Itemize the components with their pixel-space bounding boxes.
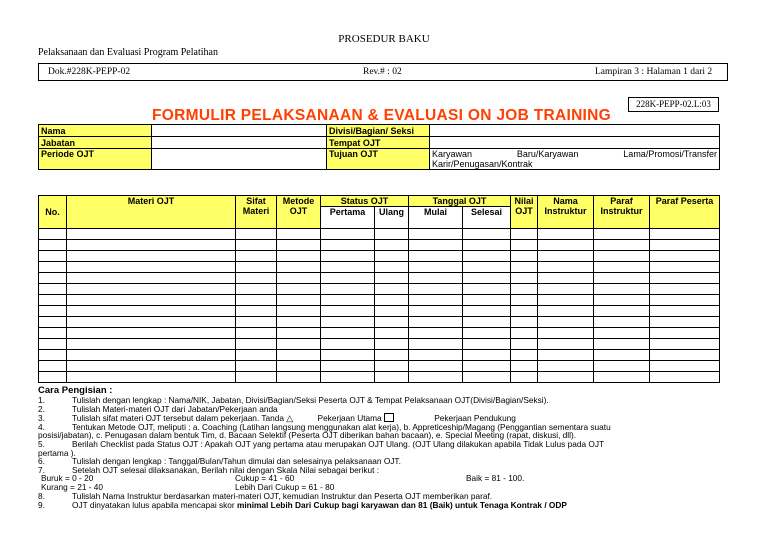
instruction-3-pendukung: Pekerjaan Pendukung bbox=[434, 413, 516, 424]
table-cell[interactable] bbox=[236, 306, 277, 317]
table-cell[interactable] bbox=[650, 317, 720, 328]
table-cell[interactable] bbox=[511, 317, 538, 328]
instruction-3: Tulislah sifat materi OJT tersebut dalam pekerjaan. Tanda bbox=[72, 413, 284, 424]
table-cell[interactable] bbox=[409, 339, 463, 350]
scale-buruk: Buruk = 0 - 20 bbox=[41, 473, 94, 484]
table-cell[interactable] bbox=[67, 251, 236, 262]
table-cell[interactable] bbox=[594, 350, 650, 361]
table-cell[interactable] bbox=[511, 262, 538, 273]
form-code: 228K-PEPP-02.L:03 bbox=[628, 97, 719, 112]
ojt-table bbox=[38, 195, 720, 383]
table-cell[interactable] bbox=[277, 317, 321, 328]
table-cell[interactable] bbox=[67, 240, 236, 251]
table-cell[interactable] bbox=[321, 284, 375, 295]
table-cell[interactable] bbox=[67, 229, 236, 240]
table-cell[interactable] bbox=[463, 339, 511, 350]
table-cell[interactable] bbox=[650, 339, 720, 350]
table-cell[interactable] bbox=[409, 306, 463, 317]
table-row bbox=[39, 273, 720, 284]
table-cell[interactable] bbox=[39, 229, 67, 240]
instruction-8: Tulislah Nama Instruktur berdasarkan materi-materi OJT, kemudian Instruktur dan Peserta OJT memberikan paraf. bbox=[72, 491, 493, 502]
table-cell[interactable] bbox=[375, 306, 409, 317]
table-cell[interactable] bbox=[409, 295, 463, 306]
table-cell[interactable] bbox=[594, 284, 650, 295]
table-cell[interactable] bbox=[511, 295, 538, 306]
info-table bbox=[38, 124, 720, 170]
table-cell[interactable] bbox=[39, 295, 67, 306]
table-cell[interactable] bbox=[375, 372, 409, 383]
scale-ldc: Lebih Dari Cukup = 61 - 80 bbox=[235, 482, 335, 493]
table-cell[interactable] bbox=[463, 295, 511, 306]
table-cell[interactable] bbox=[67, 372, 236, 383]
table-cell[interactable] bbox=[39, 284, 67, 295]
table-cell[interactable] bbox=[650, 295, 720, 306]
table-cell[interactable] bbox=[67, 273, 236, 284]
table-cell[interactable] bbox=[511, 361, 538, 372]
table-cell[interactable] bbox=[67, 328, 236, 339]
label-jabatan: Jabatan bbox=[39, 137, 152, 149]
table-cell[interactable] bbox=[409, 273, 463, 284]
table-cell[interactable] bbox=[39, 350, 67, 361]
table-cell[interactable] bbox=[321, 372, 375, 383]
table-cell[interactable] bbox=[463, 229, 511, 240]
col-paraf-instruktur: Paraf Instruktur bbox=[594, 196, 650, 229]
table-cell[interactable] bbox=[277, 361, 321, 372]
form-title: FORMULIR PELAKSANAAN & EVALUASI ON JOB TRAINING bbox=[152, 107, 612, 124]
label-tujuan: Tujuan OJT bbox=[327, 149, 430, 170]
table-cell[interactable] bbox=[409, 317, 463, 328]
table-cell[interactable] bbox=[321, 361, 375, 372]
table-cell[interactable] bbox=[511, 350, 538, 361]
table-cell[interactable] bbox=[409, 284, 463, 295]
table-cell[interactable] bbox=[236, 339, 277, 350]
table-cell[interactable] bbox=[39, 339, 67, 350]
field-jabatan[interactable] bbox=[152, 137, 327, 149]
table-cell[interactable] bbox=[236, 240, 277, 251]
table-row bbox=[39, 306, 720, 317]
table-cell[interactable] bbox=[321, 262, 375, 273]
field-periode[interactable] bbox=[152, 149, 327, 170]
triangle-icon: △ bbox=[286, 413, 294, 424]
table-cell[interactable] bbox=[594, 229, 650, 240]
table-cell[interactable] bbox=[463, 273, 511, 284]
scale-cukup: Cukup = 41 - 60 bbox=[235, 473, 295, 484]
table-row bbox=[39, 251, 720, 262]
instructions bbox=[38, 386, 730, 510]
table-cell[interactable] bbox=[236, 372, 277, 383]
table-row bbox=[39, 361, 720, 372]
table-cell[interactable] bbox=[39, 251, 67, 262]
table-cell[interactable] bbox=[321, 306, 375, 317]
table-cell[interactable] bbox=[277, 284, 321, 295]
field-divisi[interactable] bbox=[430, 125, 720, 137]
col-no: No. bbox=[39, 196, 67, 229]
table-cell[interactable] bbox=[236, 251, 277, 262]
table-cell[interactable] bbox=[409, 251, 463, 262]
col-ulang: Ulang bbox=[375, 207, 409, 229]
instruction-3-utama: Pekerjaan Utama bbox=[317, 413, 382, 424]
table-cell[interactable] bbox=[538, 251, 594, 262]
table-cell[interactable] bbox=[463, 251, 511, 262]
table-cell[interactable] bbox=[650, 273, 720, 284]
list-number: 2. bbox=[38, 403, 45, 414]
table-cell[interactable] bbox=[321, 273, 375, 284]
col-sifat: Sifat Materi bbox=[236, 196, 277, 229]
instruction-2: Tulislah Materi-materi OJT dari Jabatan/Pekerjaan anda bbox=[72, 403, 278, 414]
instructions-heading: Cara Pengisian : bbox=[38, 385, 113, 396]
table-cell[interactable] bbox=[511, 372, 538, 383]
table-cell[interactable] bbox=[321, 295, 375, 306]
table-cell[interactable] bbox=[236, 262, 277, 273]
instruction-5-cont: pertama ). bbox=[38, 447, 76, 458]
table-cell[interactable] bbox=[538, 339, 594, 350]
table-cell[interactable] bbox=[236, 350, 277, 361]
col-nama-instruktur: Nama Instruktur bbox=[538, 196, 594, 229]
table-cell[interactable] bbox=[321, 317, 375, 328]
table-cell[interactable] bbox=[594, 317, 650, 328]
list-number: 7. bbox=[38, 464, 45, 475]
table-cell[interactable] bbox=[375, 262, 409, 273]
table-cell[interactable] bbox=[375, 361, 409, 372]
table-cell[interactable] bbox=[538, 262, 594, 273]
list-number: 8. bbox=[38, 491, 45, 502]
col-materi: Materi OJT bbox=[67, 196, 236, 229]
table-cell[interactable] bbox=[39, 372, 67, 383]
field-tempat[interactable] bbox=[430, 137, 720, 149]
table-cell[interactable] bbox=[409, 361, 463, 372]
table-cell[interactable] bbox=[594, 240, 650, 251]
instruction-9: OJT dinyatakan lulus apabila mencapai skor bbox=[72, 499, 235, 510]
table-cell[interactable] bbox=[236, 284, 277, 295]
table-cell[interactable] bbox=[277, 372, 321, 383]
table-cell[interactable] bbox=[375, 229, 409, 240]
list-number: 9. bbox=[38, 499, 45, 510]
table-cell[interactable] bbox=[650, 361, 720, 372]
list-number: 5. bbox=[38, 438, 45, 449]
table-cell[interactable] bbox=[277, 339, 321, 350]
table-cell[interactable] bbox=[511, 240, 538, 251]
col-status: Status OJT bbox=[321, 196, 409, 207]
document-subtitle: Pelaksanaan dan Evaluasi Program Pelatihan bbox=[38, 47, 218, 58]
table-cell[interactable] bbox=[67, 284, 236, 295]
col-tanggal: Tanggal OJT bbox=[409, 196, 511, 207]
col-paraf-peserta: Paraf Peserta bbox=[650, 196, 720, 229]
table-cell[interactable] bbox=[236, 317, 277, 328]
table-cell[interactable] bbox=[538, 273, 594, 284]
table-cell[interactable] bbox=[409, 372, 463, 383]
label-nama: Nama bbox=[39, 125, 152, 137]
table-cell[interactable] bbox=[39, 328, 67, 339]
table-cell[interactable] bbox=[321, 350, 375, 361]
table-cell[interactable] bbox=[650, 372, 720, 383]
table-cell[interactable] bbox=[538, 229, 594, 240]
table-cell[interactable] bbox=[39, 306, 67, 317]
table-cell[interactable] bbox=[650, 229, 720, 240]
table-cell[interactable] bbox=[594, 262, 650, 273]
table-row bbox=[39, 284, 720, 295]
table-cell[interactable] bbox=[463, 306, 511, 317]
instruction-4-cont: posisi/jabatan), c. Penugasan dalam bentuk Tim, d. Bacaan Selektif (Peserta OJT diberikan bahan bacaan), e. Special Meeting (rapat, diskusi, dll). bbox=[38, 430, 577, 441]
table-cell[interactable] bbox=[277, 262, 321, 273]
table-cell[interactable] bbox=[538, 328, 594, 339]
table-cell[interactable] bbox=[538, 317, 594, 328]
instruction-9-bold: minimal Lebih Dari Cukup bagi karyawan dan 81 (Baik) untuk Tenaga Kontrak / ODP bbox=[236, 499, 567, 510]
col-pertama: Pertama bbox=[321, 207, 375, 229]
table-cell[interactable] bbox=[538, 295, 594, 306]
table-body bbox=[39, 229, 720, 383]
table-cell[interactable] bbox=[67, 317, 236, 328]
col-selesai: Selesai bbox=[463, 207, 511, 229]
table-cell[interactable] bbox=[463, 328, 511, 339]
table-cell[interactable] bbox=[650, 306, 720, 317]
list-number: 1. bbox=[38, 395, 45, 405]
revision: Rev.# : 02 bbox=[363, 67, 402, 77]
table-cell[interactable] bbox=[277, 251, 321, 262]
table-cell[interactable] bbox=[321, 251, 375, 262]
table-cell[interactable] bbox=[511, 251, 538, 262]
table-cell[interactable] bbox=[277, 273, 321, 284]
table-cell[interactable] bbox=[277, 306, 321, 317]
table-row bbox=[39, 229, 720, 240]
table-cell[interactable] bbox=[594, 251, 650, 262]
table-cell[interactable] bbox=[538, 350, 594, 361]
table-cell[interactable] bbox=[67, 361, 236, 372]
table-cell[interactable] bbox=[375, 328, 409, 339]
table-cell[interactable] bbox=[538, 361, 594, 372]
col-mulai: Mulai bbox=[409, 207, 463, 229]
label-tempat: Tempat OJT bbox=[327, 137, 430, 149]
table-row bbox=[39, 339, 720, 350]
table-cell[interactable] bbox=[67, 262, 236, 273]
instruction-4: Tentukan Metode OJT, meliputi : a. Coaching (Latihan langsung menggunakan alat kerja), b. Appreticeship/Magang (Penggantian sementara suatu bbox=[72, 421, 611, 432]
table-cell[interactable] bbox=[375, 251, 409, 262]
table-cell[interactable] bbox=[511, 229, 538, 240]
table-cell[interactable] bbox=[236, 361, 277, 372]
tujuan-options: Karyawan Baru/Karyawan Lama/Promosi/Transfer Karir/Penugasan/Kontrak bbox=[430, 149, 720, 170]
instruction-1: Tulislah dengan lengkap : Nama/NIK, Jabatan, Divisi/Bagian/Seksi Peserta OJT & Tempat Pelaksanaan OJT(Divisi/Bagian/Seksi). bbox=[72, 395, 549, 405]
table-cell[interactable] bbox=[39, 361, 67, 372]
table-cell[interactable] bbox=[594, 361, 650, 372]
table-cell[interactable] bbox=[463, 284, 511, 295]
table-cell[interactable] bbox=[650, 251, 720, 262]
table-cell[interactable] bbox=[236, 273, 277, 284]
table-cell[interactable] bbox=[594, 328, 650, 339]
table-cell[interactable] bbox=[650, 262, 720, 273]
table-row bbox=[39, 328, 720, 339]
table-cell[interactable] bbox=[236, 229, 277, 240]
table-cell[interactable] bbox=[375, 339, 409, 350]
instruction-5: Berilah Checklist pada Status OJT : Apakah OJT yang pertama atau merupakan OJT Ulang. (OJT Ulang dilakukan apabila Tidak Lulus pada OJT bbox=[72, 438, 605, 449]
table-cell[interactable] bbox=[463, 361, 511, 372]
table-cell[interactable] bbox=[236, 295, 277, 306]
label-divisi: Divisi/Bagian/ Seksi bbox=[327, 125, 430, 137]
table-cell[interactable] bbox=[321, 328, 375, 339]
table-cell[interactable] bbox=[463, 350, 511, 361]
table-cell[interactable] bbox=[463, 372, 511, 383]
document-header-title: PROSEDUR BAKU bbox=[338, 33, 430, 45]
table-cell[interactable] bbox=[538, 284, 594, 295]
table-cell[interactable] bbox=[375, 284, 409, 295]
table-cell[interactable] bbox=[409, 240, 463, 251]
table-cell[interactable] bbox=[511, 306, 538, 317]
col-metode: Metode OJT bbox=[277, 196, 321, 229]
table-row bbox=[39, 372, 720, 383]
list-number: 6. bbox=[38, 456, 45, 467]
table-cell[interactable] bbox=[650, 240, 720, 251]
table-cell[interactable] bbox=[594, 306, 650, 317]
table-cell[interactable] bbox=[67, 306, 236, 317]
table-cell[interactable] bbox=[409, 350, 463, 361]
table-cell[interactable] bbox=[463, 240, 511, 251]
table-cell[interactable] bbox=[236, 328, 277, 339]
table-cell[interactable] bbox=[67, 295, 236, 306]
table-cell[interactable] bbox=[39, 262, 67, 273]
table-cell[interactable] bbox=[321, 229, 375, 240]
table-cell[interactable] bbox=[39, 317, 67, 328]
field-nama[interactable] bbox=[152, 125, 327, 137]
table-cell[interactable] bbox=[375, 295, 409, 306]
table-cell[interactable] bbox=[538, 306, 594, 317]
list-number: 4. bbox=[38, 421, 45, 432]
table-cell[interactable] bbox=[594, 295, 650, 306]
document-info-bar bbox=[38, 63, 728, 81]
table-cell[interactable] bbox=[409, 229, 463, 240]
table-cell[interactable] bbox=[375, 317, 409, 328]
table-cell[interactable] bbox=[277, 229, 321, 240]
table-cell[interactable] bbox=[409, 262, 463, 273]
table-cell[interactable] bbox=[650, 284, 720, 295]
table-cell[interactable] bbox=[67, 339, 236, 350]
table-cell[interactable] bbox=[277, 295, 321, 306]
label-periode: Periode OJT bbox=[39, 149, 152, 170]
table-cell[interactable] bbox=[39, 273, 67, 284]
table-cell[interactable] bbox=[277, 240, 321, 251]
instruction-7: Setelah OJT selesai dilaksanakan, Berilah nilai dengan Skala Nilai sebagai berikut : bbox=[72, 464, 380, 475]
table-cell[interactable] bbox=[321, 339, 375, 350]
scale-baik: Baik = 81 - 100. bbox=[466, 473, 525, 484]
table-cell[interactable] bbox=[650, 350, 720, 361]
table-cell[interactable] bbox=[511, 339, 538, 350]
table-cell[interactable] bbox=[67, 350, 236, 361]
table-cell[interactable] bbox=[321, 240, 375, 251]
table-row bbox=[39, 295, 720, 306]
table-row bbox=[39, 317, 720, 328]
col-nilai: Nilai OJT bbox=[511, 196, 538, 229]
table-cell[interactable] bbox=[594, 339, 650, 350]
table-cell[interactable] bbox=[277, 328, 321, 339]
table-cell[interactable] bbox=[463, 262, 511, 273]
table-cell[interactable] bbox=[511, 284, 538, 295]
table-cell[interactable] bbox=[375, 240, 409, 251]
page-info: Lampiran 3 : Halaman 1 dari 2 bbox=[595, 67, 713, 77]
table-cell[interactable] bbox=[650, 328, 720, 339]
table-row bbox=[39, 350, 720, 361]
table-cell[interactable] bbox=[375, 273, 409, 284]
table-cell[interactable] bbox=[538, 372, 594, 383]
list-number: 3. bbox=[38, 413, 45, 424]
instruction-6: Tulislah dengan lengkap : Tanggal/Bulan/Tahun dimulai dan selesainya pelaksanaan OJT. bbox=[72, 456, 401, 467]
table-cell[interactable] bbox=[375, 350, 409, 361]
table-cell[interactable] bbox=[463, 317, 511, 328]
table-row bbox=[39, 240, 720, 251]
table-cell[interactable] bbox=[409, 328, 463, 339]
scale-kurang: Kurang = 21 - 40 bbox=[41, 482, 104, 493]
table-cell[interactable] bbox=[511, 273, 538, 284]
table-cell[interactable] bbox=[594, 273, 650, 284]
table-cell[interactable] bbox=[538, 240, 594, 251]
table-cell[interactable] bbox=[594, 372, 650, 383]
table-row bbox=[39, 262, 720, 273]
table-cell[interactable] bbox=[511, 328, 538, 339]
table-cell[interactable] bbox=[39, 240, 67, 251]
table-cell[interactable] bbox=[277, 350, 321, 361]
doc-number: Dok.#228K-PEPP-02 bbox=[48, 67, 131, 77]
